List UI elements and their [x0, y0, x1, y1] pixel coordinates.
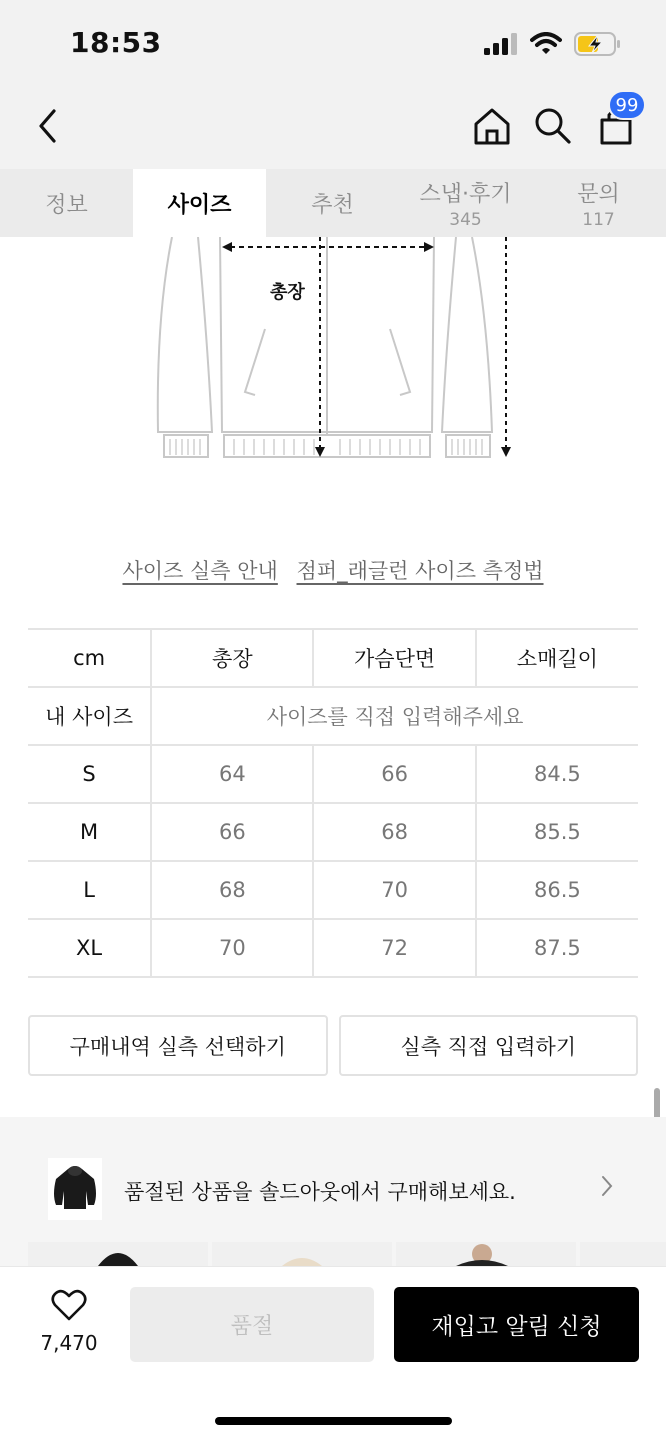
jacket-thumbnail-icon	[50, 1161, 100, 1217]
length-label: 총장	[270, 282, 305, 303]
table-header-cell: 가슴단면	[313, 629, 475, 687]
table-row	[28, 861, 638, 919]
size-label: XL	[28, 919, 151, 977]
soldout-banner-text: 품절된 상품을 솔드아웃에서 구매해보세요.	[124, 1180, 516, 1204]
tab-label: 문의	[577, 181, 620, 207]
tab-count: 117	[582, 209, 615, 230]
table-row	[28, 919, 638, 977]
my-size-row	[28, 687, 638, 745]
measure-buttons	[28, 1015, 638, 1076]
chevron-left-icon	[36, 108, 60, 144]
tab-label: 스냅·후기	[419, 181, 512, 207]
tab-count: 345	[449, 209, 482, 230]
table-cell: 66	[151, 803, 313, 861]
like-count: 7,470	[40, 1331, 98, 1355]
table-cell: 68	[313, 803, 475, 861]
jacket-measurement-diagram	[150, 237, 520, 467]
table-cell: 86.5	[476, 861, 638, 919]
table-row	[28, 745, 638, 803]
search-icon	[534, 107, 572, 145]
table-cell: 70	[151, 919, 313, 977]
cart-count-badge: 99	[608, 90, 646, 120]
cellular-signal-icon	[484, 33, 518, 55]
restock-alert-button[interactable]: 재입고 알림 신청	[394, 1287, 639, 1362]
my-size-label: 내 사이즈	[28, 687, 151, 745]
bottom-action-bar	[0, 1266, 666, 1440]
like-button[interactable]	[34, 1289, 104, 1355]
heart-icon	[51, 1289, 87, 1321]
back-button[interactable]	[26, 104, 70, 148]
status-icons	[484, 30, 622, 58]
cart-button[interactable]	[594, 94, 639, 148]
table-header-row	[28, 629, 638, 687]
table-header-cell: 총장	[151, 629, 313, 687]
tab-label: 사이즈	[167, 192, 232, 218]
table-cell: 68	[151, 861, 313, 919]
my-size-input[interactable]: 사이즈를 직접 입력해주세요	[151, 687, 638, 745]
table-cell: 85.5	[476, 803, 638, 861]
size-links	[0, 555, 666, 585]
tab-reviews[interactable]	[399, 169, 532, 237]
tab-size[interactable]	[133, 169, 266, 237]
size-guide-link[interactable]: 사이즈 실측 안내	[122, 559, 278, 583]
product-thumbnail	[48, 1158, 102, 1220]
direct-input-measure-button[interactable]: 실측 직접 입력하기	[339, 1015, 639, 1076]
table-row	[28, 803, 638, 861]
home-icon	[472, 106, 512, 146]
tab-label: 정보	[45, 192, 88, 218]
table-cell: 72	[313, 919, 475, 977]
size-label: L	[28, 861, 151, 919]
tab-inquiry[interactable]	[532, 169, 665, 237]
product-tabs	[0, 169, 666, 237]
recommendation-item[interactable]	[28, 1242, 208, 1266]
wifi-icon	[530, 32, 562, 56]
status-bar	[0, 0, 666, 88]
recommendation-item[interactable]	[396, 1242, 576, 1266]
search-button[interactable]	[531, 104, 575, 148]
home-indicator	[215, 1417, 452, 1425]
table-cell: 84.5	[476, 745, 638, 803]
table-header-cell: cm	[28, 629, 151, 687]
battery-charging-icon	[574, 32, 622, 56]
nav-bar	[0, 88, 666, 169]
soldout-button: 품절	[130, 1287, 374, 1362]
table-cell: 64	[151, 745, 313, 803]
recommendation-item[interactable]	[580, 1242, 666, 1266]
status-time: 18:53	[70, 26, 162, 59]
table-cell: 87.5	[476, 919, 638, 977]
table-cell: 70	[313, 861, 475, 919]
chevron-right-icon	[600, 1174, 614, 1198]
soldout-banner[interactable]	[28, 1138, 638, 1240]
table-cell: 66	[313, 745, 475, 803]
select-purchase-measure-button[interactable]: 구매내역 실측 선택하기	[28, 1015, 328, 1076]
tab-recommend[interactable]	[266, 169, 399, 237]
recommendation-item[interactable]	[212, 1242, 392, 1266]
home-button[interactable]	[470, 104, 514, 148]
size-label: S	[28, 745, 151, 803]
recommendation-strip	[28, 1242, 666, 1266]
size-table	[28, 628, 638, 978]
tab-info[interactable]	[0, 169, 133, 237]
measure-method-link[interactable]: 점퍼_래글런 사이즈 측정법	[296, 559, 544, 583]
table-header-cell: 소매길이	[476, 629, 638, 687]
size-label: M	[28, 803, 151, 861]
tab-label: 추천	[311, 192, 354, 218]
